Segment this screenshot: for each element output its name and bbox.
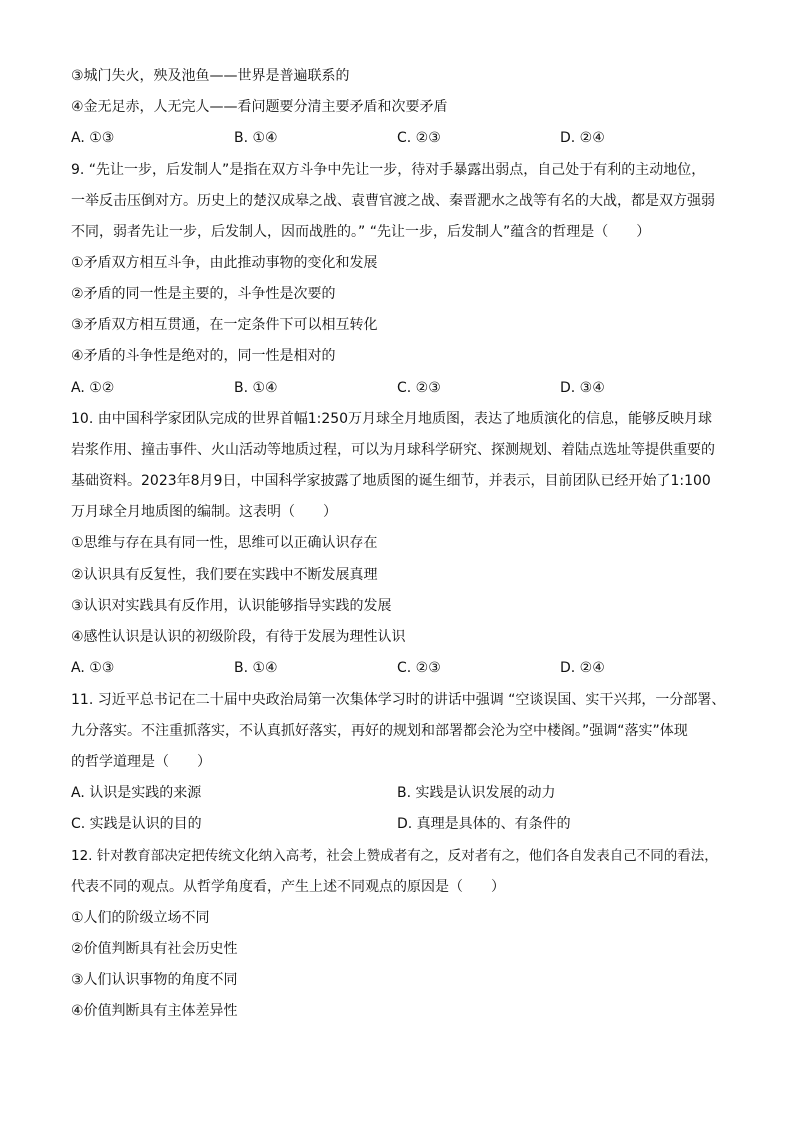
- option-line: ①思维与存在具有同一性，思维可以正确认识存在: [71, 535, 378, 551]
- question-9-stem: 一举反击压倒对方。历史上的楚汉成皋之战、袁曹官渡之战、秦晋淝水之战等有名的大战，都是双方强弱: [71, 193, 715, 209]
- question-10-stem: 岩浆作用、撞击事件、火山活动等地质过程，可以为月球科学研究、探测规划、着陆点选址等提供重要的: [71, 442, 715, 458]
- question-9-stem: 9. “先让一步，后发制人”是指在双方斗争中先让一步，待对手暴露出弱点，自己处于有利的主动地位，: [71, 162, 706, 178]
- choice-b[interactable]: B. ①④: [234, 130, 278, 146]
- choice-d[interactable]: D. ③④: [560, 380, 605, 396]
- choice-a[interactable]: A. ①③: [71, 660, 115, 676]
- choice-c[interactable]: C. 实践是认识的目的: [71, 816, 202, 832]
- question-9-stem: 不同，弱者先让一步，后发制人，因而战胜的。” “先让一步，后发制人”蕴含的哲理是（ ）: [71, 224, 651, 240]
- question-11-stem: 11. 习近平总书记在二十届中央政治局第一次集体学习时的讲话中强调 “空谈误国、实干兴邦，一分部署、: [71, 692, 726, 708]
- option-line: ①人们的阶级立场不同: [71, 910, 210, 926]
- choice-c[interactable]: C. ②③: [397, 380, 441, 396]
- choice-c[interactable]: C. ②③: [397, 130, 441, 146]
- choice-a[interactable]: A. 认识是实践的来源: [71, 785, 202, 801]
- choice-a[interactable]: A. ①②: [71, 380, 115, 396]
- option-line: ③城门失火，殃及池鱼——世界是普遍联系的: [71, 68, 350, 84]
- option-line: ①矛盾双方相互斗争，由此推动事物的变化和发展: [71, 255, 378, 271]
- choice-b[interactable]: B. ①④: [234, 660, 278, 676]
- choice-row: [71, 378, 728, 398]
- option-line: ③矛盾双方相互贯通，在一定条件下可以相互转化: [71, 317, 378, 333]
- choice-b[interactable]: B. 实践是认识发展的动力: [397, 785, 556, 801]
- option-line: ②价值判断具有社会历史性: [71, 941, 238, 957]
- question-10-stem: 万月球全月地质图的编制。这表明（ ）: [71, 504, 337, 520]
- option-line: ④感性认识是认识的初级阶段，有待于发展为理性认识: [71, 629, 406, 645]
- question-10-stem: 基础资料。2023年8月9日，中国科学家披露了地质图的诞生细节，并表示，目前团队已经开始了1:100: [71, 473, 711, 489]
- choice-row: [71, 658, 728, 678]
- option-line: ②矛盾的同一性是主要的，斗争性是次要的: [71, 286, 336, 302]
- choice-row: [71, 128, 728, 148]
- option-line: ④价值判断具有主体差异性: [71, 1003, 238, 1019]
- choice-c[interactable]: C. ②③: [397, 660, 441, 676]
- question-11-stem: 的哲学道理是（ ）: [71, 754, 211, 770]
- choice-a[interactable]: A. ①③: [71, 130, 115, 146]
- option-line: ④矛盾的斗争性是绝对的，同一性是相对的: [71, 348, 336, 364]
- option-line: ②认识具有反复性，我们要在实践中不断发展真理: [71, 567, 378, 583]
- choice-row: [71, 783, 728, 803]
- question-10-stem: 10. 由中国科学家团队完成的世界首幅1:250万月球全月地质图，表达了地质演化的信息，能够反映月球: [71, 411, 713, 427]
- option-line: ③认识对实践具有反作用，认识能够指导实践的发展: [71, 598, 392, 614]
- option-line: ③人们认识事物的角度不同: [71, 972, 238, 988]
- choice-d[interactable]: D. 真理是具体的、有条件的: [397, 816, 571, 832]
- choice-d[interactable]: D. ②④: [560, 130, 605, 146]
- option-line: ④金无足赤，人无完人——看问题要分清主要矛盾和次要矛盾: [71, 99, 448, 115]
- question-12-stem: 代表不同的观点。从哲学角度看，产生上述不同观点的原因是（ ）: [71, 879, 505, 895]
- question-12-stem: 12. 针对教育部决定把传统文化纳入高考，社会上赞成者有之，反对者有之，他们各自发表自己不同的看法，: [71, 848, 718, 864]
- question-11-stem: 九分落实。不注重抓落实，不认真抓好落实，再好的规划和部署都会沦为空中楼阁。”强调“落实”体现: [71, 723, 688, 739]
- choice-row: [71, 814, 728, 834]
- choice-d[interactable]: D. ②④: [560, 660, 605, 676]
- choice-b[interactable]: B. ①④: [234, 380, 278, 396]
